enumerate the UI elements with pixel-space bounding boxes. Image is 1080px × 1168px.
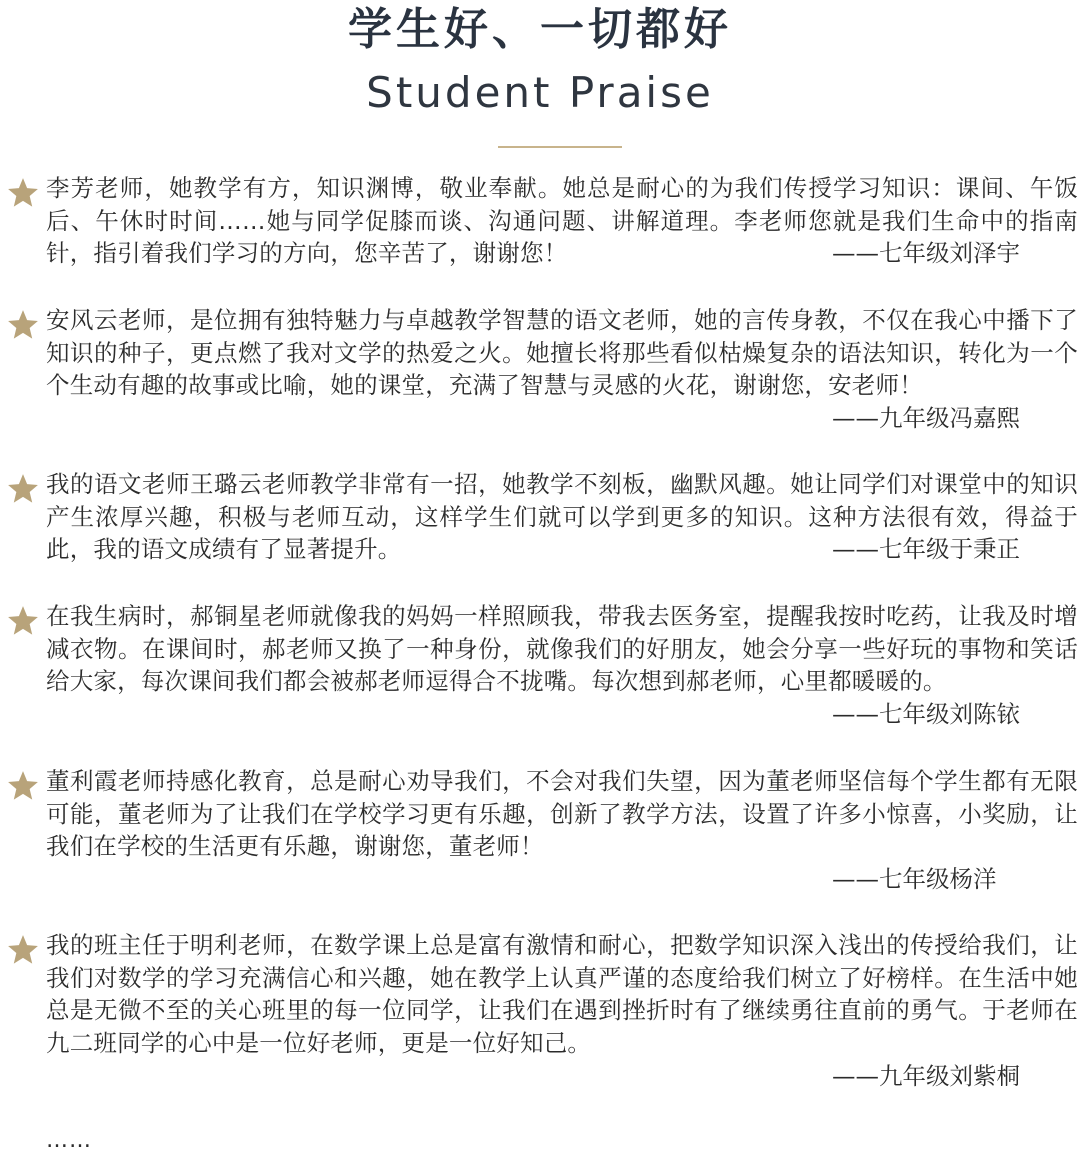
star-icon [6,176,40,210]
page-subtitle: Student Praise [366,68,714,117]
praise-entry [6,929,1078,1094]
star-icon [6,604,40,638]
praise-signature: ——七年级于秉正 [832,535,1020,563]
praise-text: 在我生病时，郝铜星老师就像我的妈妈一样照顾我，带我去医务室，提醒我按时吃药，让我及时增减衣物。在课间时，郝老师又换了一种身份，就像我们的好朋友，她会分享一些好玩的事物和笑话给大家，每次课间我们都会被郝老师逗得合不拢嘴。每次想到郝老师，心里都暖暖的。 [46,602,1078,696]
star-icon [6,472,40,506]
star-icon [6,769,40,803]
page-title: 学生好、一切都好 [348,4,732,55]
ellipsis: …… [46,1128,92,1153]
praise-entry [6,600,1078,732]
praise-text: 我的语文老师王璐云老师教学非常有一招，她教学不刻板，幽默风趣。她让同学们对课堂中的知识产生浓厚兴趣，积极与老师互动，这样学生们就可以学到更多的知识。这种方法很有效，得益于此，我的语文成绩有了显著提升。 [46,470,1078,564]
praise-signature: ——九年级冯嘉熙 [832,404,1020,432]
praise-text: 董利霞老师持感化教育，总是耐心劝导我们，不会对我们失望，因为董老师坚信每个学生都有无限可能，董老师为了让我们在学校学习更有乐趣，创新了教学方法，设置了许多小惊喜，小奖励，让我们在学校的生活更有乐趣，谢谢您，董老师！ [46,767,1078,861]
praise-text: 安风云老师，是位拥有独特魅力与卓越教学智慧的语文老师，她的言传身教，不仅在我心中播下了知识的种子，更点燃了我对文学的热爱之火。她擅长将那些看似枯燥复杂的语法知识，转化为一个个生动有趣的故事或比喻，她的课堂，充满了智慧与灵感的火花，谢谢您，安老师！ [46,306,1078,400]
star-icon [6,933,40,967]
praise-text: 我的班主任于明利老师，在数学课上总是富有激情和耐心，把数学知识深入浅出的传授给我们，让我们对数学的学习充满信心和兴趣，她在教学上认真严谨的态度给我们树立了好榜样。在生活中她总是无微不至的关心班里的每一位同学，让我们在遇到挫折时有了继续勇往直前的勇气。于老师在九二班同学的心中是一位好老师，更是一位好知己。 [46,931,1078,1057]
praise-signature: ——七年级杨洋 [832,865,997,893]
praise-entry [6,304,1078,436]
praise-text: 李芳老师，她教学有方，知识渊博，敬业奉献。她总是耐心的为我们传授学习知识：课间、午饭后、午休时时间……她与同学促膝而谈、沟通问题、讲解道理。李老师您就是我们生命中的指南针，指引着我们学习的方向，您辛苦了，谢谢您！ [46,174,1078,268]
praise-signature: ——七年级刘泽宇 [832,239,1020,267]
praise-entry [6,765,1078,897]
praise-entry [6,172,1078,272]
star-icon [6,308,40,342]
praise-signature: ——九年级刘紫桐 [832,1062,1020,1090]
praise-entry [6,468,1078,568]
title-divider [498,146,622,148]
praise-signature: ——七年级刘陈铱 [832,700,1020,728]
